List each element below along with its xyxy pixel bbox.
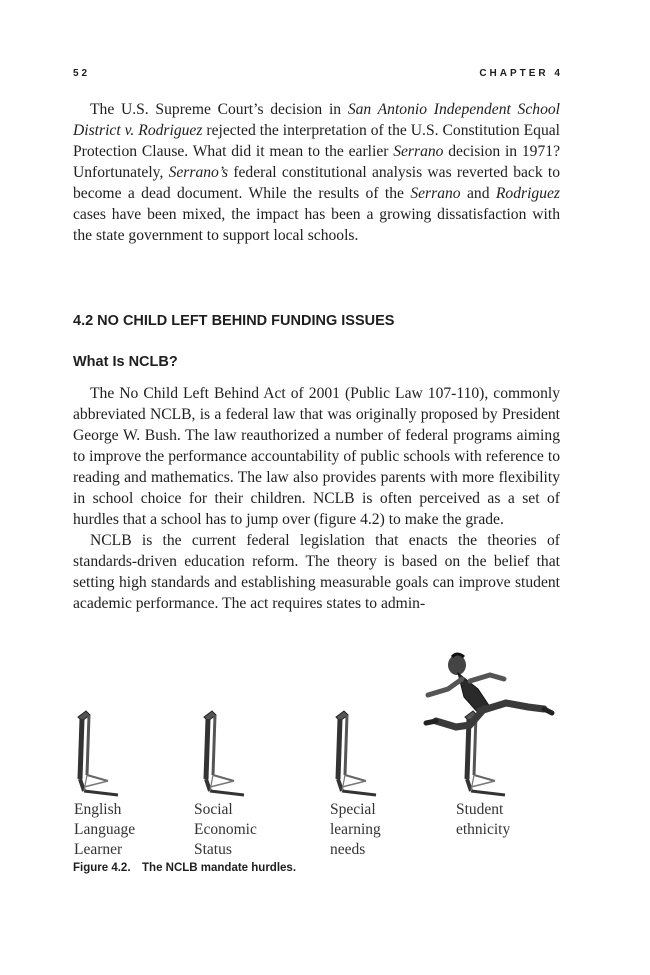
label-line: needs: [330, 841, 366, 858]
figure-hurdles: [60, 645, 580, 858]
running-head: [73, 68, 563, 84]
case-name: Serrano: [410, 185, 461, 202]
hurdle-1: [78, 711, 118, 795]
subsection-heading: What Is NCLB?: [73, 354, 178, 370]
case-name: Rodriguez: [495, 185, 560, 202]
paragraph-2: The No Child Left Behind Act of 2001 (Public Law 107-110), commonly abbreviated NCLB, is a federal law that was originally proposed by President George W. Bush. The law reauthorized a number of federal programs aiming to improve the performance accountability of public schools with reference to reading and mathematics. The law also provides parents with more flexibility in school choice for their children. NCLB is often perceived as a set of hurdles that a school has to jump over (figure 4.2) to make the grade.: [73, 385, 560, 528]
hurdle-label-4: [456, 800, 510, 840]
label-line: English: [74, 801, 122, 818]
hurdles-illustration: [60, 645, 580, 805]
case-name: Serrano’s: [168, 164, 229, 181]
page-number: 52: [73, 68, 91, 79]
label-line: Student: [456, 801, 504, 818]
chapter-label: CHAPTER 4: [479, 68, 563, 79]
text-run: The U.S. Supreme Court’s decision in: [90, 101, 348, 118]
label-line: ethnicity: [456, 821, 511, 838]
hurdle-2: [204, 711, 244, 795]
label-line: Status: [194, 841, 232, 858]
paragraph-3: NCLB is the current federal legislation that enacts the theories of standards-driven education reform. The theory is based on the belief that setting high standards and establishing measurable goals can improve student academic performance. The act requires states to admin-: [73, 532, 560, 612]
text-run: rejected the interpretation of the U.S. Constitution Equal Protection Clause. What did it mean to the earlier: [73, 122, 560, 160]
body-text-block-2: [73, 383, 560, 614]
label-line: Economic: [194, 821, 257, 838]
figure-caption: Figure 4.2. The NCLB mandate hurdles.: [73, 862, 297, 874]
text-run: and: [460, 185, 496, 202]
hurdle-label-3: [330, 800, 381, 860]
paragraph-1: [73, 99, 560, 246]
label-line: Special: [330, 801, 376, 818]
section-heading: 4.2 NO CHILD LEFT BEHIND FUNDING ISSUES: [73, 313, 395, 329]
hurdler-figure: [426, 654, 552, 727]
hurdle-label-2: [194, 800, 257, 860]
label-line: learning: [330, 821, 381, 838]
text-run: decision in 1971? Unfortunately,: [73, 143, 560, 181]
hurdle-3: [336, 711, 376, 795]
label-line: Learner: [74, 841, 123, 858]
body-text-block-1: [73, 99, 560, 246]
text-run: federal constitutional analysis was reverted back to become a dead document. While the results of the: [73, 164, 560, 202]
label-line: Social: [194, 801, 233, 818]
case-name: San Antonio Independent School District v. Rodriguez: [73, 101, 561, 139]
case-name: Serrano: [393, 143, 444, 160]
text-run: cases have been mixed, the impact has been a growing dissatisfaction with the state government to support local schools.: [73, 206, 560, 244]
label-line: Language: [74, 821, 136, 838]
hurdle-label-1: [74, 800, 135, 860]
